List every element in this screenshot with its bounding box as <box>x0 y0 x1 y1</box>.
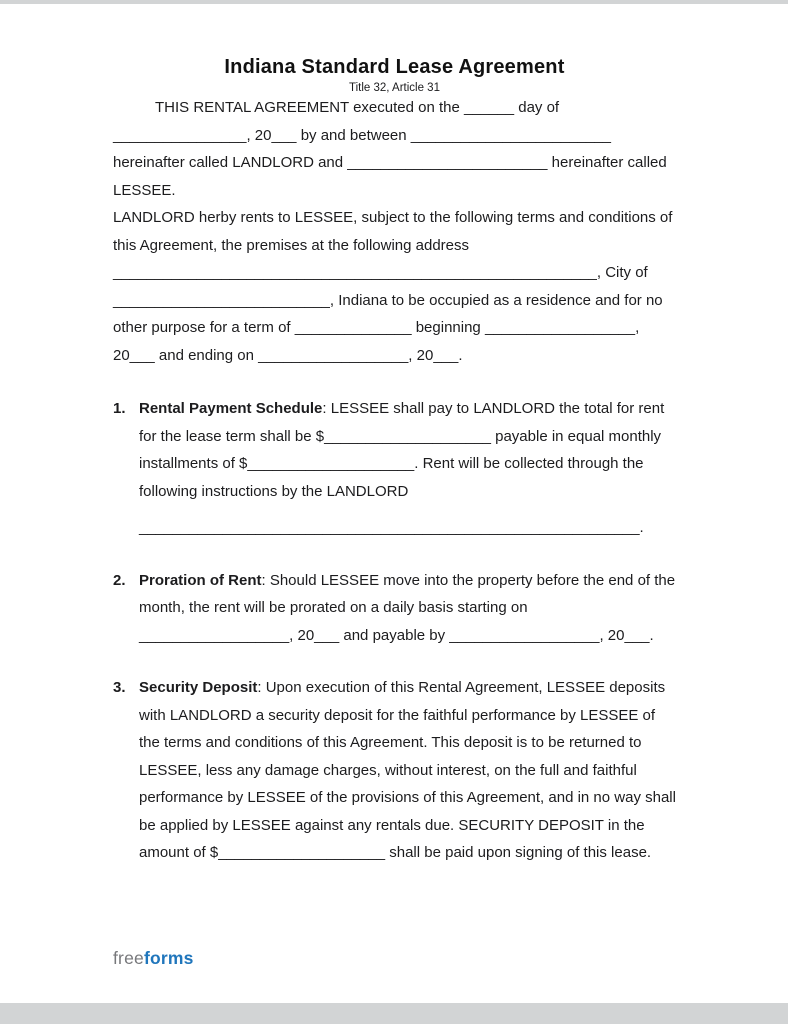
clause-text: : Should LESSEE move into the property before the end of the month, the rent will be prorated on a daily basis starting on __________________, 20___ and payable by __________________, 20___. <box>139 571 676 644</box>
logo-text-free: free <box>113 948 144 968</box>
clause-number: 3. <box>113 679 126 696</box>
freeforms-logo <box>113 948 194 969</box>
clause-text: : Upon execution of this Rental Agreement, LESSEE deposits with LANDLORD a security deposit for the faithful performance by LESSEE of the terms and conditions of this Agreement. This deposit is to be returned to LESSEE, less any damage charges, without interest, on the full and faithful performance by LESSEE of the provisions of this Agreement, and in no way shall be applied by LESSEE against any rentals due. SECURITY DEPOSIT in the amount of $____________________ shall be paid upon signing of this lease. <box>139 679 676 861</box>
intro-paragraph: THIS RENTAL AGREEMENT executed on the ______ day of ________________, 20___ by and between ________________________ hereinafter called LANDLORD and ________________________ hereinafter called LESSEE. <box>113 99 667 199</box>
document-body <box>113 94 676 867</box>
clause-heading: Proration of Rent <box>139 571 262 589</box>
clause-number: 1. <box>113 400 126 417</box>
clause-body <box>139 567 676 650</box>
lease-agreement-page <box>0 4 788 1003</box>
page-subtitle: Title 32, Article 31 <box>349 82 440 94</box>
clause-number: 2. <box>113 571 126 589</box>
clause-heading: Rental Payment Schedule <box>139 400 323 417</box>
clause-proration-of-rent <box>113 567 676 650</box>
clause-rental-payment-schedule <box>113 395 676 542</box>
clause-security-deposit <box>113 674 676 867</box>
logo-text-forms: forms <box>143 948 194 968</box>
clause-list <box>113 395 676 867</box>
blank-fill-line: ____________________________________________________________. <box>139 519 644 536</box>
title-block <box>113 56 676 94</box>
clause-body <box>139 674 676 867</box>
clause-body <box>139 395 676 542</box>
clause-text: : LESSEE shall pay to LANDLORD the total for rent for the lease term shall be $____________________ payable in equal monthly installments of $____________________. Rent will be collected through the following instructions by the LANDLORD <box>139 400 665 500</box>
premises-paragraph: LANDLORD herby rents to LESSEE, subject to the following terms and conditions of this Agreement, the premises at the following address __________________________________________________________, City of __________________________, Indiana to be occupied as a residence and for no other purpose for a term of ______________ beginning __________________, 20___ and ending on __________________, 20___. <box>113 209 673 364</box>
clause-heading: Security Deposit <box>139 679 258 696</box>
page-title: Indiana Standard Lease Agreement <box>224 56 565 78</box>
